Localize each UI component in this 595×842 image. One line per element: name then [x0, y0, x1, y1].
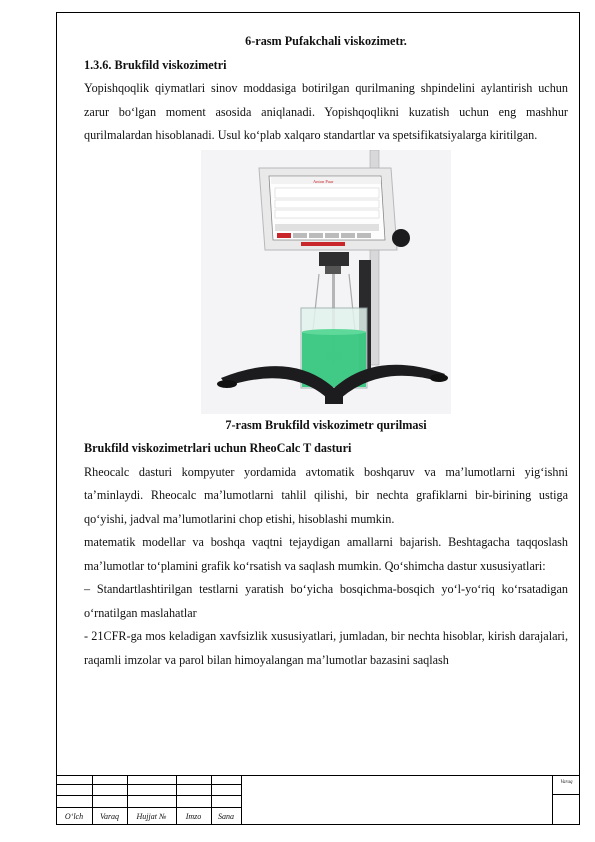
figure-6-caption: 6-rasm Pufakchali viskozimetr.: [245, 34, 407, 48]
device-screen-brand: Anton Paar: [313, 178, 334, 184]
viscometer-illustration: [201, 150, 451, 414]
paragraph-2: Rheocalc dasturi kompyuter yordamida avtomatik boshqaruv va ma’lumotlarni yig‘ishni ta’minlaydi. Rheocalc ma’lumotlarni tahlil qilishi, bir nechta grafiklarni bir-birining ustiga qo‘yishi, jadval ma’lumotlarini chop etishi, hisoblashi mumkin.: [84, 464, 568, 526]
title-block-stamp: [56, 775, 580, 825]
document-body: [84, 30, 568, 672]
subheading: Brukfild viskozimetrlari uchun RheoCalc T dasturi: [84, 441, 352, 455]
stamp-hujjat: Hujjat №: [136, 812, 167, 821]
paragraph-3: matematik modellar va boshqa vaqtni tejaydigan amallarni bajarish. Beshtagacha taqqoslash ma’lumotlar to‘plamini grafik ko‘rsatish va saqlash mumkin. Qo‘shimcha dastur xususiyatlari:: [84, 535, 568, 573]
viscometer-photo: [201, 150, 451, 414]
stamp-olch: O‘lch: [64, 812, 84, 821]
stamp-sana: Sana: [218, 812, 234, 821]
stamp-varaq-box-label: Varaq: [560, 780, 573, 785]
paragraph-5: - 21CFR-ga mos keladigan xavfsizlik xususiyatlari, jumladan, bir nechta hisoblar, kirish darajalari, raqamli imzolar va parol bilan himoyalangan ma’lumotlar bazasini saqlash: [84, 629, 568, 667]
section-title: 1.3.6. Brukfild viskozimetri: [84, 57, 227, 72]
stamp-imzo: Imzo: [185, 812, 202, 821]
paragraph-4: – Standartlashtirilgan testlarni yaratish bo‘yicha bosqichma-bosqich yo‘l-yo‘riq ko‘rsatadigan o‘rnatilgan maslahatlar: [84, 582, 568, 620]
figure-7-caption: 7-rasm Brukfild viskozimetr qurilmasi: [225, 417, 427, 432]
stamp-sheet-number-box: [552, 775, 580, 825]
paragraph-1: Yopishqoqlik qiymatlari sinov moddasiga botirilgan qurilmaning shpindelini aylantirish uchun zarur bo‘lgan moment asosida aniqlanadi. Yopishqoqlikni kuzatish uchun eng mashhur qurilmalardan hisoblanadi. Usul ko‘plab xalqaro standartlar va spetsifikatsiyalarga kiritilgan.: [84, 81, 568, 142]
stamp-varaq: Varaq: [99, 812, 120, 821]
